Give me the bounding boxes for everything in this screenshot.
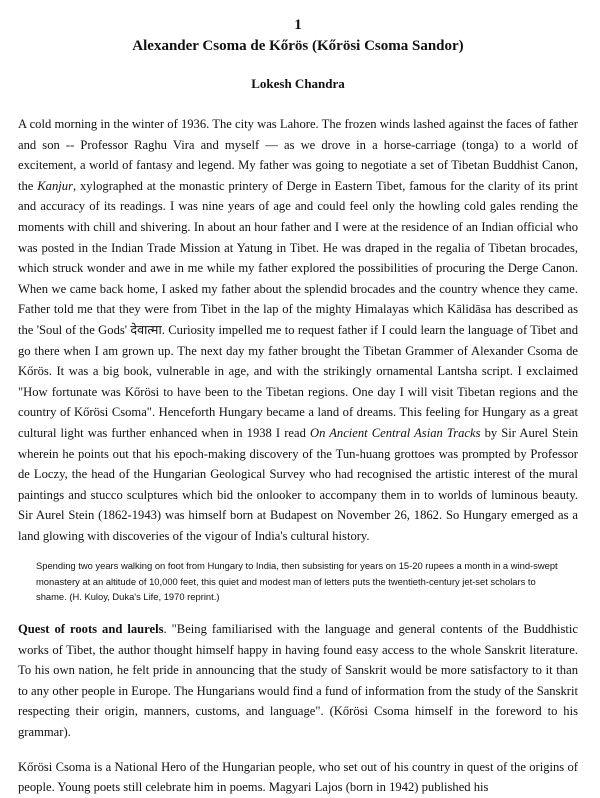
paragraph-1-text-a: A cold morning in the winter of 1936. The city was Lahore. The frozen winds lashed against the faces of father and son -- Professor Raghu Vira and myself — as we drove in a horse-carriage (tonga) to a world of excitement, a world of fantasy and legend. My father was going to negotiate a set of Tibetan Buddhist Canon, the bbox=[18, 117, 578, 193]
body-paragraph-3: Kőrösi Csoma is a National Hero of the Hungarian people, who set out of his country in quest of the origins of people. Young poets still celebrate him in poems. Magyari Lajos (born in 1942) published his bbox=[18, 759, 578, 795]
paragraph-2-text: . "Being familiarised with the language and general contents of the Buddhistic works of Tibet, the author thought himself happy in having found easy access to the whole Sanskrit literature. To his own nation, he felt pride in announcing that the study of Sanskrit would be more satisfactory to it than to any other people in Europe. The Hungarians would find a fund of information from the study of the Sanskrit respecting their origin, manners, customs, and language". (Kőrösi Csoma himself in the foreword to his grammar). bbox=[18, 621, 578, 739]
chapter-title: Alexander Csoma de Kőrös (Kőrösi Csoma Sandor) bbox=[132, 38, 464, 54]
kanjur-term: Kanjur bbox=[37, 178, 73, 193]
chapter-number: 1 bbox=[294, 17, 302, 33]
body-paragraph-1 bbox=[18, 114, 578, 546]
author-name: Lokesh Chandra bbox=[251, 76, 345, 91]
block-quote: Spending two years walking on foot from Hungary to India, then subsisting for years on 15-20 rupees a month in a wind-swept monastery at an altitude of 10,000 feet, this quiet and modest man of letters puts the twentieth-century jet-set scholars to shame. (H. Kuloy, Duka's Life, 1970 reprint.) bbox=[36, 560, 558, 603]
body-paragraph-2 bbox=[18, 619, 578, 743]
section-heading: Quest of roots and laurels bbox=[18, 621, 164, 636]
book-title: On Ancient Central Asian Tracks bbox=[309, 425, 481, 440]
paragraph-1-text-c: by Sir Aurel Stein wherein he points out that his epoch-making discovery of the Tun-huang grottoes was prompted by Professor de Loczy, the head of the Hungarian Geological Survey who had recognised the artistic interest of the mural paintings and stucco sculptures which bid the onlooker to accompany them in to worlds of luminous beauty. Sir Aurel Stein (1862-1943) was himself born at Budapest on November 26, 1862. So Hungary emerged as a land glowing with discoveries of the vigour of India's cultural history. bbox=[18, 425, 578, 543]
paragraph-1-text-b: , xylographed at the monastic printery of Derge in Eastern Tibet, famous for the clarity of its print and accuracy of its readings. I was nine years of age and could feel only the howling cold gales rending the moments with chill and shivering. In about an hour father and I were at the residence of an Indian official who was posted in the Indian Trade Mission at Yatung in Tibet. He was draped in the regalia of Tibetan brocades, which struck wonder and awe in me while my father explored the possibilities of procuring the Derge Canon. When we came back home, I asked my father about the splendid brocades and the country whence they came. Father told me that they were from Tibet in the lap of the mighty Himalayas which Kālidāsa has described as the 'Soul of the Gods' देवात्मा. Curiosity impelled me to request father if I could learn the language of Tibet and go there when I am grown up. The next day my father brought the Tibetan Grammer of Alexander Csoma de Kőrös. It was a big book, vulnerable in age, and with the strikingly ornamental Lantsha script. I exclaimed "How fortunate was Kőrösi to have been to the Tibetan regions. One day I will visit Tibetan regions and the country of Kőrösi Csoma". Henceforth Hungary became a land of dreams. This feeling for Hungary as a great cultural light was further enhanced when in 1938 I read bbox=[18, 178, 578, 440]
